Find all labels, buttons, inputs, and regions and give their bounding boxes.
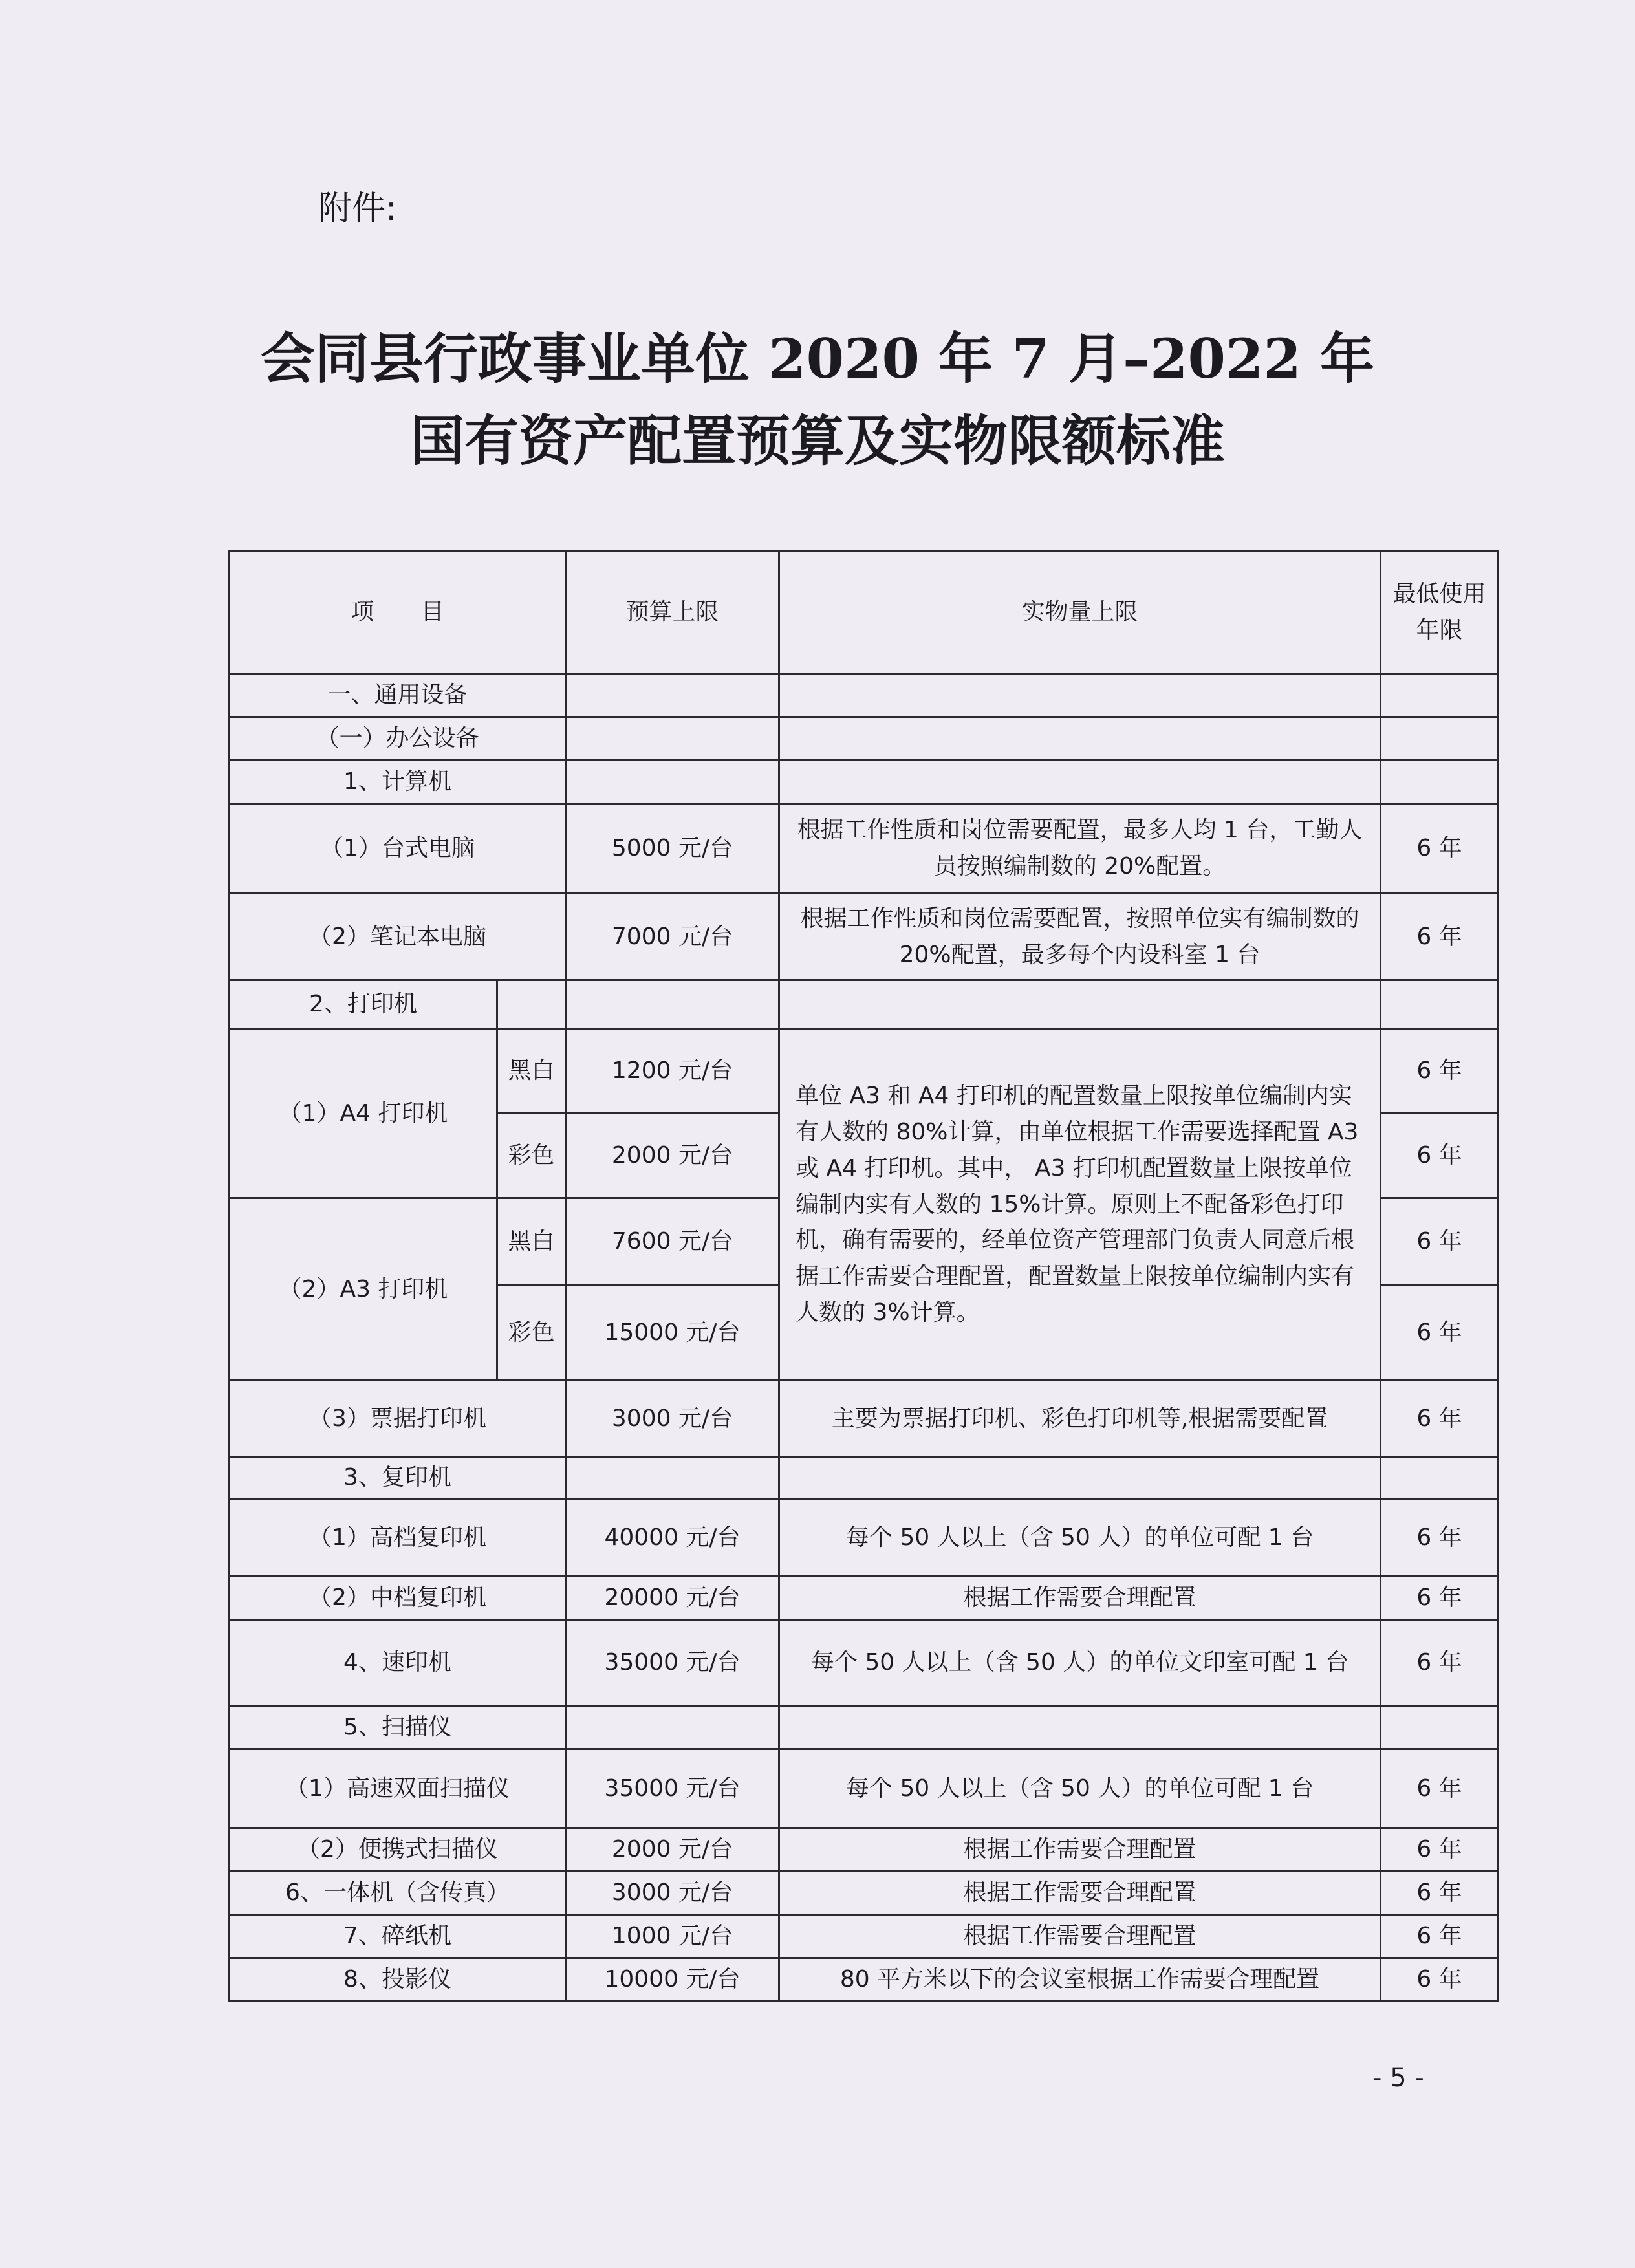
budget-shredder: 1000 元/台 (566, 1915, 779, 1958)
years-portable-scanner: 6 年 (1381, 1828, 1499, 1872)
quantity-shredder: 根据工作需要合理配置 (779, 1915, 1381, 1958)
budget-a4-color: 2000 元/台 (566, 1114, 779, 1198)
table-row (230, 1706, 1499, 1749)
years-mfp: 6 年 (1381, 1872, 1499, 1915)
budget-receipt-printer: 3000 元/台 (566, 1381, 779, 1457)
subcategory-copier: 3、复印机 (230, 1457, 566, 1499)
table-row (230, 761, 1499, 804)
table-row (230, 1915, 1499, 1958)
document-title-line-2: 国有资产配置预算及实物限额标准 (409, 409, 1225, 473)
years-a3-bw: 6 年 (1381, 1198, 1499, 1285)
table-row (230, 717, 1499, 761)
subcategory-scanner: 5、扫描仪 (230, 1706, 566, 1749)
years-duplicator: 6 年 (1381, 1620, 1499, 1706)
years-projector: 6 年 (1381, 1958, 1499, 2002)
item-duplicator: 4、速印机 (230, 1620, 566, 1706)
budget-laptop: 7000 元/台 (566, 894, 779, 980)
table-row (230, 804, 1499, 894)
header-quantity: 实物量上限 (779, 551, 1381, 674)
quantity-desktop: 根据工作性质和岗位需要配置，最多人均 1 台，工勤人员按照编制数的 20%配置。 (779, 804, 1381, 894)
table-row (230, 674, 1499, 717)
years-a4-color: 6 年 (1381, 1114, 1499, 1198)
item-high-copier: （1）高档复印机 (230, 1499, 566, 1577)
budget-a3-bw: 7600 元/台 (566, 1198, 779, 1285)
item-receipt-printer: （3）票据打印机 (230, 1381, 566, 1457)
item-portable-scanner: （2）便携式扫描仪 (230, 1828, 566, 1872)
item-desktop: （1）台式电脑 (230, 804, 566, 894)
years-receipt-printer: 6 年 (1381, 1381, 1499, 1457)
mode-a3-color: 彩色 (497, 1285, 566, 1381)
budget-mid-copier: 20000 元/台 (566, 1577, 779, 1620)
header-budget: 预算上限 (566, 551, 779, 674)
years-laptop: 6 年 (1381, 894, 1499, 980)
table-row (230, 1499, 1499, 1577)
document-title-line-1: 会同县行政事业单位 2020 年 7 月–2022 年 (260, 327, 1375, 391)
budget-a4-bw: 1200 元/台 (566, 1029, 779, 1114)
item-mid-copier: （2）中档复印机 (230, 1577, 566, 1620)
budget-desktop: 5000 元/台 (566, 804, 779, 894)
quantity-portable-scanner: 根据工作需要合理配置 (779, 1828, 1381, 1872)
header-years: 最低使用年限 (1381, 551, 1499, 674)
page-number: - 5 - (1372, 2063, 1424, 2093)
item-shredder: 7、碎纸机 (230, 1915, 566, 1958)
quantity-hs-scanner: 每个 50 人以上（含 50 人）的单位可配 1 台 (779, 1749, 1381, 1828)
attachment-label: 附件: (318, 189, 397, 228)
budget-high-copier: 40000 元/台 (566, 1499, 779, 1577)
quantity-receipt-printer: 主要为票据打印机、彩色打印机等,根据需要配置 (779, 1381, 1381, 1457)
budget-a3-color: 15000 元/台 (566, 1285, 779, 1381)
subcategory-computer: 1、计算机 (230, 761, 566, 804)
years-shredder: 6 年 (1381, 1915, 1499, 1958)
quantity-mid-copier: 根据工作需要合理配置 (779, 1577, 1381, 1620)
category-office-equipment: （一）办公设备 (230, 717, 566, 761)
table-row (230, 894, 1499, 980)
years-a4-bw: 6 年 (1381, 1029, 1499, 1114)
table-row (230, 1828, 1499, 1872)
item-hs-scanner: （1）高速双面扫描仪 (230, 1749, 566, 1828)
item-a4-printer: （1）A4 打印机 (230, 1029, 497, 1198)
quantity-high-copier: 每个 50 人以上（含 50 人）的单位可配 1 台 (779, 1499, 1381, 1577)
header-item: 项 目 (230, 551, 566, 674)
table-row (230, 1749, 1499, 1828)
budget-hs-scanner: 35000 元/台 (566, 1749, 779, 1828)
mode-a3-bw: 黑白 (497, 1198, 566, 1285)
quantity-mfp: 根据工作需要合理配置 (779, 1872, 1381, 1915)
subcategory-printer: 2、打印机 (230, 980, 497, 1029)
table-row (230, 1872, 1499, 1915)
item-a3-printer: （2）A3 打印机 (230, 1198, 497, 1381)
table-row (230, 1577, 1499, 1620)
years-mid-copier: 6 年 (1381, 1577, 1499, 1620)
quantity-laptop: 根据工作性质和岗位需要配置，按照单位实有编制数的 20%配置，最多每个内设科室 1 台 (779, 894, 1381, 980)
mode-a4-bw: 黑白 (497, 1029, 566, 1114)
quantity-projector: 80 平方米以下的会议室根据工作需要合理配置 (779, 1958, 1381, 2002)
header-row (230, 551, 1499, 674)
category-general-equipment: 一、通用设备 (230, 674, 566, 717)
years-high-copier: 6 年 (1381, 1499, 1499, 1577)
table-row (230, 1620, 1499, 1706)
item-projector: 8、投影仪 (230, 1958, 566, 2002)
table-row (230, 1958, 1499, 2002)
quantity-printers: 单位 A3 和 A4 打印机的配置数量上限按单位编制内实有人数的 80%计算，由单位根据工作需要选择配置 A3 或 A4 打印机。其中， A3 打印机配置数量上限按单位编制内实有人数的 15%计算。原则上不配备彩色打印机，确有需要的，经单位资产管理部门负责人同意后根据工作需要合理配置，配置数量上限按单位编制内实有人数的 3%计算。 (779, 1029, 1381, 1381)
years-hs-scanner: 6 年 (1381, 1749, 1499, 1828)
table-row (230, 1381, 1499, 1457)
table-row (230, 1029, 1499, 1114)
item-laptop: （2）笔记本电脑 (230, 894, 566, 980)
table-row (230, 980, 1499, 1029)
budget-portable-scanner: 2000 元/台 (566, 1828, 779, 1872)
years-desktop: 6 年 (1381, 804, 1499, 894)
years-a3-color: 6 年 (1381, 1285, 1499, 1381)
quantity-duplicator: 每个 50 人以上（含 50 人）的单位文印室可配 1 台 (779, 1620, 1381, 1706)
budget-duplicator: 35000 元/台 (566, 1620, 779, 1706)
mode-a4-color: 彩色 (497, 1114, 566, 1198)
table-row (230, 1457, 1499, 1499)
budget-projector: 10000 元/台 (566, 1958, 779, 2002)
asset-standard-table (228, 550, 1499, 2002)
budget-mfp: 3000 元/台 (566, 1872, 779, 1915)
item-mfp: 6、一体机（含传真） (230, 1872, 566, 1915)
